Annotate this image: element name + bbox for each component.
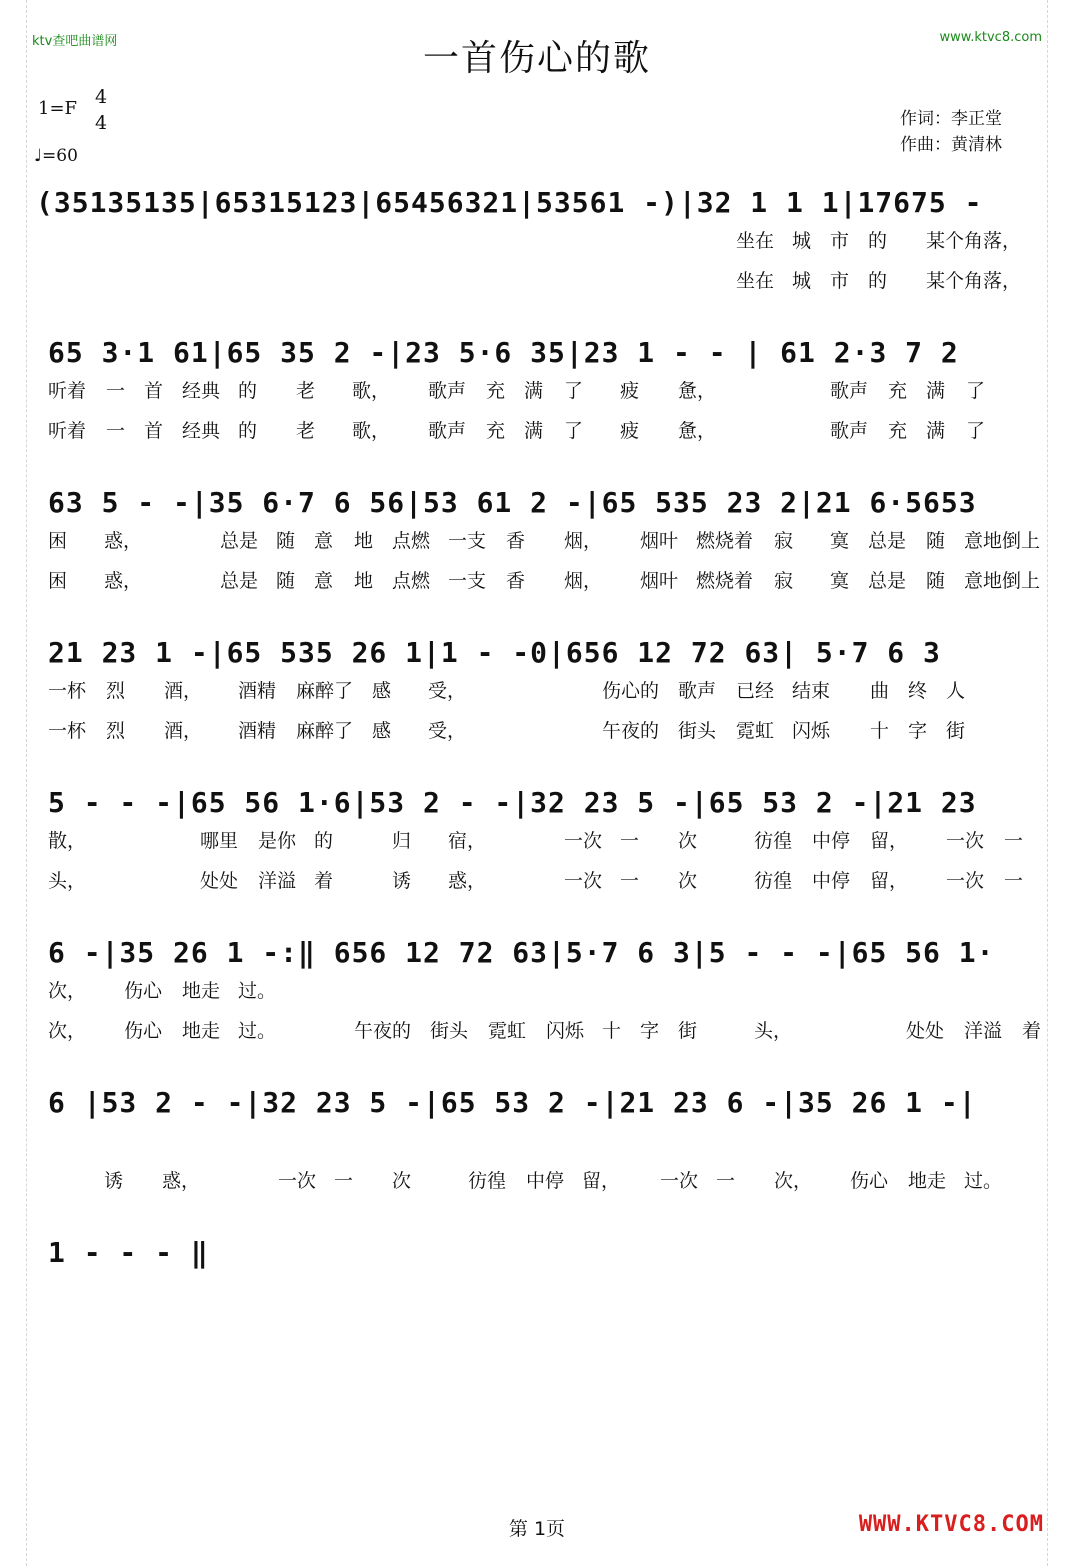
lyric-word: 寞 [830,570,850,592]
notation-system-3: 63 5 - -|35 6·7 6 56|53 61 2 -|65 535 23 2|21 6·5653 [48,486,977,519]
lyric-word: 意 [314,570,334,592]
lyric-word: 地走 [182,980,221,1002]
lyric-word: 歌， [352,380,391,402]
notation-system-4: 21 23 1 -|65 535 26 1|1 - -0|656 12 72 63| 5·7 6 3 [48,636,941,669]
lyric-word: 次 [392,1170,412,1192]
lyricist: 作词：李正堂 [900,109,1002,129]
lyric-word: 一 [334,1170,354,1192]
lyric-word: 市 [830,270,850,292]
lyric-word: 闪烁 [792,720,831,742]
lyric-word: 寂 [774,530,794,552]
lyric-word: 午夜的 [602,720,660,742]
lyric-word: 歌声 [830,420,869,442]
lyric-word: 一次 [278,1170,317,1192]
lyric-word: 首 [144,380,164,402]
lyric-word: 的 [314,830,334,852]
lyric-word: 充 [888,420,908,442]
lyric-word: 困 [48,530,68,552]
lyric-word: 街 [946,720,966,742]
lyric-word: 意地倒上 [964,570,1041,592]
lyric-word: 着 [314,870,334,892]
lyric-word: 酒， [164,680,203,702]
lyric-word: 过。 [964,1170,1003,1192]
lyric-word: 一支 [448,570,487,592]
lyric-word: 惫， [678,380,717,402]
lyric-word: 一次 [564,870,603,892]
lyric-word: 经典 [182,420,221,442]
lyric-word: 地走 [908,1170,947,1192]
lyric-word: 次 [678,830,698,852]
lyric-word: 宿， [448,830,487,852]
lyric-word: 地走 [182,1020,221,1042]
lyric-word: 散， [48,830,87,852]
lyric-word: 过。 [238,1020,277,1042]
tempo-mark [34,146,78,166]
lyric-word: 满 [524,380,544,402]
lyric-word: 留， [870,830,909,852]
lyric-word: 街 [678,1020,698,1042]
lyric-word: 意 [314,530,334,552]
lyric-word: 经典 [182,380,221,402]
lyric-word: 次， [48,1020,87,1042]
lyric-word: 烟叶 [640,530,679,552]
lyric-word: 寂 [774,570,794,592]
lyric-word: 坐在 [736,230,775,252]
lyric-word: 次， [774,1170,813,1192]
footer-site-url[interactable]: WWW.KTVC8.COM [858,1512,1044,1537]
lyric-word: 总是 [868,530,907,552]
lyric-word: 歌声 [678,680,717,702]
lyric-word: 中停 [812,870,851,892]
lyric-word: 点燃 [392,570,431,592]
lyric-word: 头， [48,870,87,892]
lyric-word: 满 [926,420,946,442]
left-margin-watermark [0,0,27,1566]
lyric-word: 惑， [104,530,143,552]
lyric-word: 城 [792,270,812,292]
site-name[interactable]: ktv查吧曲谱网 [32,34,118,49]
meter-top: 4 [94,86,108,108]
lyric-word: 总是 [868,570,907,592]
lyric-word: 充 [888,380,908,402]
page-number: 第 1页 [508,1518,566,1540]
lyric-word: 老 [296,420,316,442]
lyric-word: 惫， [678,420,717,442]
lyric-word: 随 [926,570,946,592]
lyric-word: 燃烧着 [696,570,754,592]
lyric-word: 着 [1022,1020,1042,1042]
lyric-word: 中停 [812,830,851,852]
lyric-word: 了 [966,420,986,442]
lyric-word: 处处 [906,1020,945,1042]
lyric-word: 留， [870,870,909,892]
lyric-word: 烈 [106,680,126,702]
lyric-word: 地 [354,530,374,552]
lyric-word: 酒精 [238,720,277,742]
lyric-word: 受， [428,680,467,702]
lyric-word: 过。 [238,980,277,1002]
lyric-word: 歌声 [428,380,467,402]
lyric-word: 惑， [104,570,143,592]
lyric-word: 彷徨 [468,1170,507,1192]
lyric-word: 一次 [564,830,603,852]
time-signature [92,84,110,136]
lyric-word: 惑， [162,1170,201,1192]
lyric-word: 闪烁 [546,1020,585,1042]
lyric-word: 了 [564,420,584,442]
lyric-word: 的 [238,380,258,402]
song-title: 一首伤心的歌 [422,38,651,79]
lyric-word: 一 [716,1170,736,1192]
lyric-word: 彷徨 [754,830,793,852]
lyric-word: 已经 [736,680,775,702]
key-signature: 1=F [38,98,78,119]
lyric-word: 一杯 [48,720,87,742]
lyric-word: 的 [868,230,888,252]
lyric-word: 烟叶 [640,570,679,592]
lyric-word: 总是 [220,530,259,552]
lyric-word: 麻醉了 [296,680,354,702]
lyric-word: 中停 [526,1170,565,1192]
lyric-word: 老 [296,380,316,402]
lyric-word: 歌声 [428,420,467,442]
lyric-word: 总是 [220,570,259,592]
lyric-word: 困 [48,570,68,592]
lyric-word: 受， [428,720,467,742]
lyric-word: 终 [908,680,928,702]
lyric-word: 伤心的 [602,680,660,702]
lyric-word: 霓虹 [736,720,775,742]
lyric-word: 头， [754,1020,793,1042]
lyric-word: 曲 [870,680,890,702]
lyric-word: 伤心 [850,1170,889,1192]
lyric-word: 歌， [352,420,391,442]
lyric-word: 一 [1004,830,1024,852]
lyric-word: 哪里 [200,830,239,852]
quarter-note-icon: ♩ [34,146,43,166]
notation-system-8: 1 - - - ‖ [48,1236,209,1269]
lyric-word: 一 [106,420,126,442]
notation-system-7: 6 |53 2 - -|32 23 5 -|65 53 2 -|21 23 6 -|35 26 1 -| [48,1086,977,1119]
lyric-word: 充 [486,420,506,442]
lyric-word: 归 [392,830,412,852]
lyric-word: 彷徨 [754,870,793,892]
lyric-word: 次 [678,870,698,892]
lyric-word: 随 [276,570,296,592]
lyric-word: 点燃 [392,530,431,552]
lyric-word: 听着 [48,380,87,402]
lyric-word: 结束 [792,680,831,702]
lyric-word: 一次 [946,830,985,852]
lyric-word: 随 [276,530,296,552]
lyric-word: 地 [354,570,374,592]
notation-system-6: 6 -|35 26 1 -:‖ 656 12 72 63|5·7 6 3|5 - - -|65 56 1· [48,936,995,969]
lyric-word: 留， [582,1170,621,1192]
lyric-word: 伤心 [124,1020,163,1042]
lyric-word: 城 [792,230,812,252]
composer: 作曲：黄清林 [900,135,1002,155]
lyric-word: 了 [966,380,986,402]
lyric-word: 意地倒上 [964,530,1041,552]
lyric-word: 一次 [946,870,985,892]
notation-system-5: 5 - - -|65 56 1·6|53 2 - -|32 23 5 -|65 53 2 -|21 23 [48,786,977,819]
lyric-word: 午夜的 [354,1020,412,1042]
lyric-word: 诱 [392,870,412,892]
lyric-word: 街头 [678,720,717,742]
lyric-word: 的 [868,270,888,292]
lyric-word: 伤心 [124,980,163,1002]
lyric-word: 诱 [104,1170,124,1192]
lyric-word: 感 [372,720,392,742]
lyric-word: 满 [524,420,544,442]
lyric-word: 街头 [430,1020,469,1042]
lyric-word: 霓虹 [488,1020,527,1042]
lyric-word: 歌声 [830,380,869,402]
lyric-word: 疲 [620,420,640,442]
lyric-word: 是你 [258,830,297,852]
lyric-word: 感 [372,680,392,702]
lyric-word: 疲 [620,380,640,402]
lyric-word: 惑， [448,870,487,892]
lyric-word: 市 [830,230,850,252]
lyric-word: 随 [926,530,946,552]
lyric-word: 一次 [660,1170,699,1192]
lyric-word: 燃烧着 [696,530,754,552]
lyric-word: 处处 [200,870,239,892]
lyric-word: 了 [564,380,584,402]
lyric-word: 次， [48,980,87,1002]
notation-system-1: (35135135|65315123|65456321|53561 -)|32 1 1 1|17675 - [36,186,983,219]
notation-system-2: 65 3·1 61|65 35 2 -|23 5·6 35|23 1 - - | 61 2·3 7 2 [48,336,959,369]
lyric-word: 坐在 [736,270,775,292]
lyric-word: 一 [620,830,640,852]
lyric-word: 首 [144,420,164,442]
lyric-word: 十 [602,1020,622,1042]
lyric-word: 一 [620,870,640,892]
lyric-word: 香 [506,570,526,592]
lyric-word: 听着 [48,420,87,442]
lyric-word: 烈 [106,720,126,742]
site-url[interactable]: www.ktvc8.com [939,30,1042,45]
lyric-word: 人 [946,680,966,702]
lyric-word: 酒， [164,720,203,742]
lyric-word: 烟， [564,530,603,552]
lyric-word: 某个角落， [926,230,1022,252]
lyric-word: 香 [506,530,526,552]
lyric-word: 一支 [448,530,487,552]
lyric-word: 酒精 [238,680,277,702]
lyric-word: 字 [640,1020,660,1042]
tempo-value: =60 [42,146,78,166]
lyric-word: 寞 [830,530,850,552]
lyric-word: 洋溢 [964,1020,1003,1042]
lyric-word: 一杯 [48,680,87,702]
lyric-word: 字 [908,720,928,742]
lyric-word: 某个角落， [926,270,1022,292]
lyric-word: 一 [1004,870,1024,892]
lyric-word: 十 [870,720,890,742]
lyric-word: 烟， [564,570,603,592]
right-margin-watermark [1047,0,1074,1566]
lyric-word: 满 [926,380,946,402]
lyric-word: 一 [106,380,126,402]
lyric-word: 的 [238,420,258,442]
meter-bottom: 4 [94,112,108,134]
lyric-word: 洋溢 [258,870,297,892]
lyric-word: 充 [486,380,506,402]
lyric-word: 麻醉了 [296,720,354,742]
